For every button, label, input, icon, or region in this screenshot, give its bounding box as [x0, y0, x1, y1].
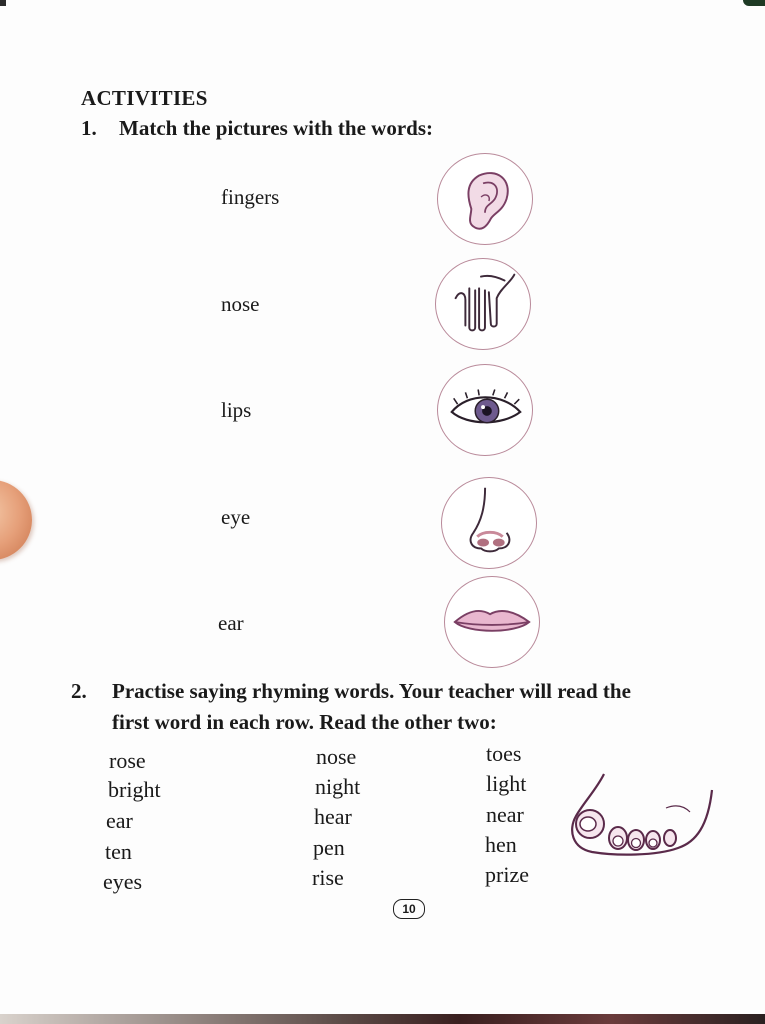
foot-icon	[566, 768, 716, 860]
rhyme-word: light	[486, 771, 527, 796]
rhyme-word: hen	[485, 832, 517, 857]
section-heading: ACTIVITIES	[81, 86, 208, 110]
rhyme-word: toes	[486, 741, 522, 766]
activity-2-text-line2: first word in each row. Read the other two:	[112, 710, 497, 734]
ear-icon	[437, 153, 533, 245]
activity-1-text: Match the pictures with the words:	[119, 116, 433, 140]
rhyme-word: rose	[109, 748, 146, 773]
lips-icon	[444, 576, 540, 668]
activity-2-text-line1: Practise saying rhyming words. Your teacher will read the	[112, 679, 631, 703]
page-bottom-edge	[0, 1014, 765, 1024]
rhyme-word: eyes	[103, 869, 143, 894]
activity-1-number: 1.	[81, 116, 97, 140]
rhyme-word: ear	[106, 808, 133, 833]
rhyme-word: night	[315, 774, 361, 799]
match-word-nose: nose	[221, 292, 260, 316]
activity-2-number: 2.	[71, 679, 87, 703]
rhyme-word: hear	[314, 804, 352, 829]
hand-icon	[435, 258, 531, 350]
rhyme-word: prize	[485, 862, 529, 887]
match-word-lips: lips	[221, 398, 252, 422]
rhyme-word: pen	[313, 835, 345, 860]
rhyme-word: nose	[316, 744, 357, 769]
thumb-photo-artifact	[0, 480, 32, 560]
match-word-eye: eye	[221, 505, 251, 529]
rhyme-word: ten	[105, 839, 132, 864]
rhyme-word: rise	[312, 865, 344, 890]
page-number: 10	[393, 899, 425, 919]
activity-2-instruction	[71, 676, 761, 738]
nose-icon	[441, 477, 537, 569]
rhyme-word: bright	[108, 777, 161, 802]
match-word-fingers: fingers	[221, 185, 280, 209]
page-corner-shadow	[743, 0, 765, 6]
page-corner-shadow	[0, 0, 6, 6]
activity-1-instruction	[81, 116, 433, 141]
rhyme-word: near	[486, 802, 524, 827]
match-word-ear: ear	[218, 611, 244, 635]
eye-icon	[437, 364, 533, 456]
